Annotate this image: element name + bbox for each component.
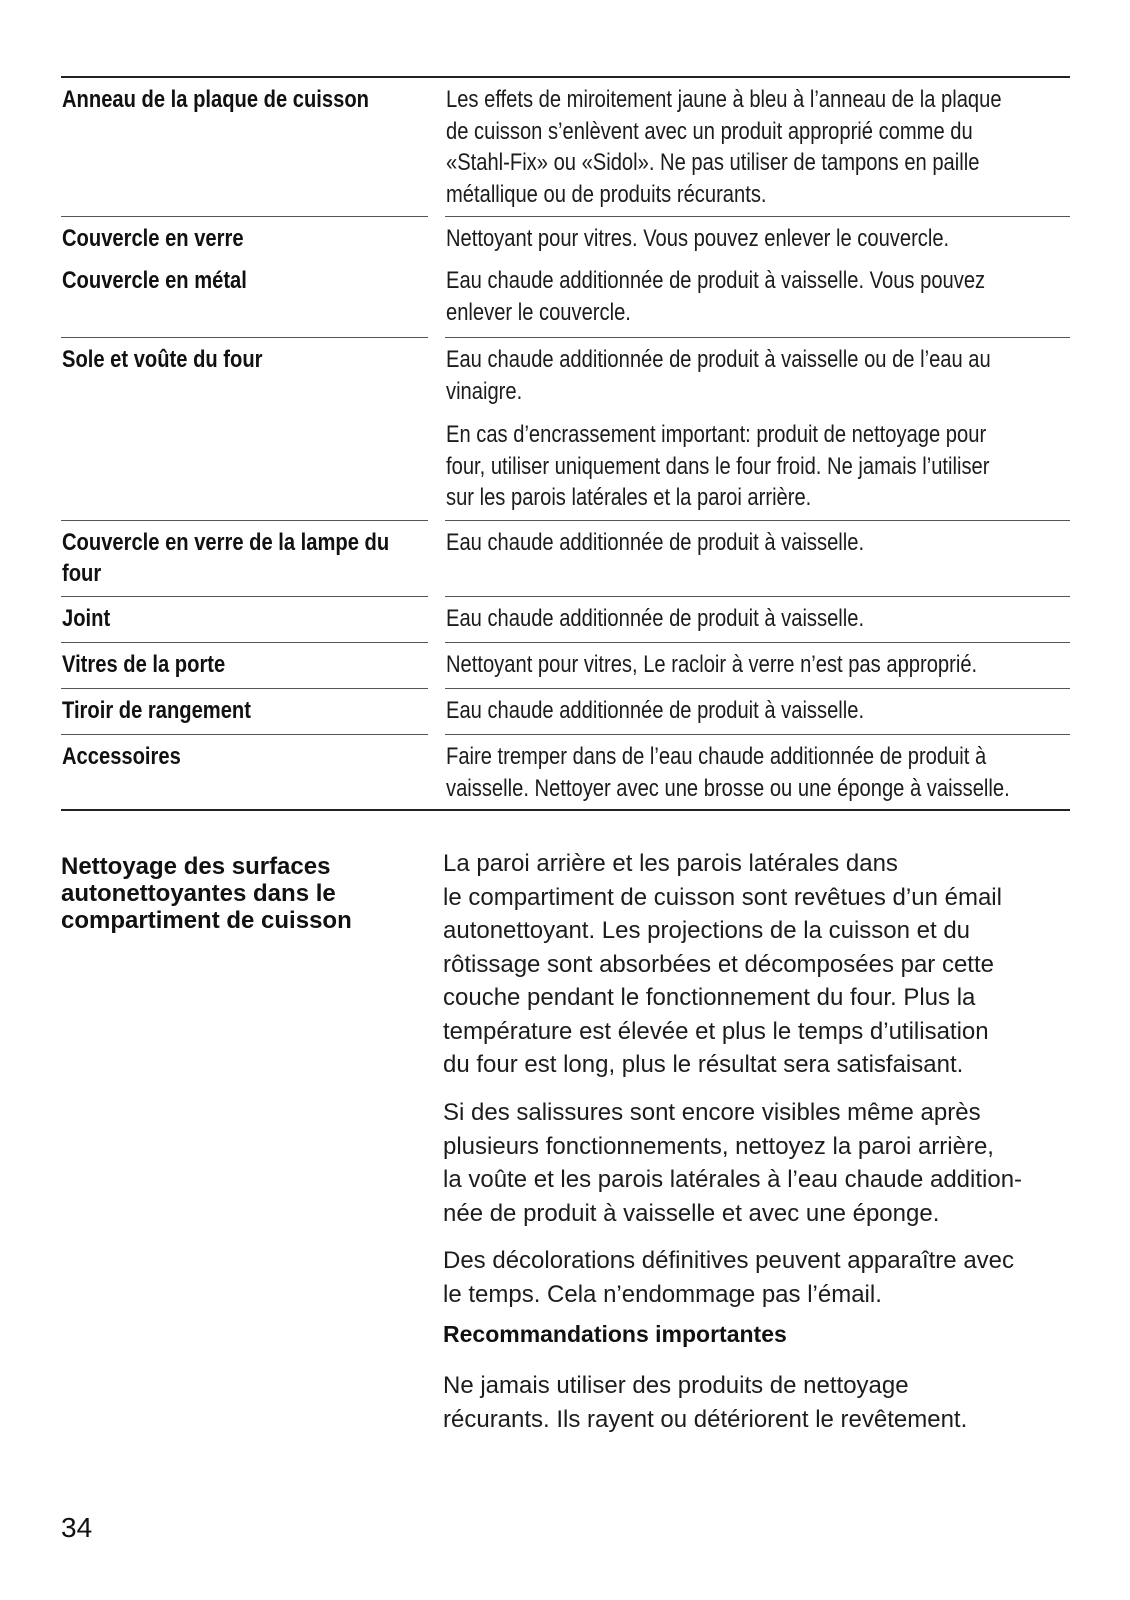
table-row — [61, 734, 1070, 809]
cleaning-table — [61, 76, 1070, 811]
table-row — [61, 596, 1070, 642]
row-label: Couvercle en métal — [62, 267, 247, 294]
row-label: Anneau de la plaque de cuisson — [62, 86, 369, 113]
row-label: Vitres de la porte — [62, 651, 226, 678]
paragraph: La paroi arrière et les parois latérales dans le compartiment de cuisson sont revêtues d’un émail autonettoyant. Les projections de la cuisson et du rôtissage sont absorbées et décomposées par cette couche pendant le fonctionnement du four. Plus la température est élevée et plus le temps d’utilisation du four est long, plus le résultat sera satisfaisant. — [443, 850, 1002, 1078]
row-label: Couvercle en verre de la lampe du four — [62, 529, 390, 587]
row-description: Faire tremper dans de l’eau chaude additionnée de produit à vaisselle. Nettoyer avec une brosse ou une éponge à vaisselle. — [446, 743, 1010, 802]
subheading: Recommandations importantes — [443, 1321, 787, 1347]
row-description: En cas d’encrassement important: produit de nettoyage pour four, utiliser uniquement dans le four froid. Ne jamais l’utiliser sur les parois latérales et la paroi arrière. — [446, 421, 990, 511]
row-label: Tiroir de rangement — [62, 697, 251, 724]
row-label: Sole et voûte du four — [62, 346, 263, 373]
table-row — [61, 216, 1070, 337]
row-description: Eau chaude additionnée de produit à vaisselle. — [446, 605, 865, 632]
paragraph: Ne jamais utiliser des produits de nettoyage récurants. Ils rayent ou détériorent le revêtement. — [443, 1372, 968, 1433]
table-row — [61, 337, 1070, 520]
page-number: 34 — [61, 1512, 93, 1543]
row-description: Nettoyant pour vitres, Le racloir à verre n’est pas approprié. — [446, 651, 978, 678]
row-label: Couvercle en verre — [62, 225, 244, 252]
row-description: Eau chaude additionnée de produit à vaisselle. Vous pouvez enlever le couvercle. — [446, 267, 986, 326]
paragraph: Des décolorations définitives peuvent apparaître avec le temps. Cela n’endommage pas l’émail. — [443, 1247, 1015, 1308]
row-label: Accessoires — [62, 743, 181, 770]
row-description: Eau chaude additionnée de produit à vaisselle. — [446, 697, 865, 724]
row-description: Nettoyant pour vitres. Vous pouvez enlever le couvercle. — [446, 225, 950, 252]
paragraph: Si des salissures sont encore visibles même après plusieurs fonctionnements, nettoyez la paroi arrière, la voûte et les parois latérales à l’eau chaude addition- née de produit à vaisselle et avec une éponge. — [443, 1099, 1023, 1227]
row-description: Eau chaude additionnée de produit à vaisselle. — [446, 529, 865, 556]
row-description: Eau chaude additionnée de produit à vaisselle ou de l’eau au vinaigre. — [446, 346, 991, 405]
row-label: Joint — [62, 605, 111, 632]
table-row — [61, 78, 1070, 216]
row-description: Les effets de miroitement jaune à bleu à l’anneau de la plaque de cuisson s’enlèvent avec un produit approprié comme du «Stahl-Fix» ou «Sidol». Ne pas utiliser de tampons en paille métallique ou de produits récurants. — [446, 86, 1002, 208]
section-title: Nettoyage des surfaces autonettoyantes dans le compartiment de cuisson — [61, 853, 352, 934]
table-row — [61, 520, 1070, 596]
table-row — [61, 688, 1070, 734]
table-row — [61, 642, 1070, 688]
